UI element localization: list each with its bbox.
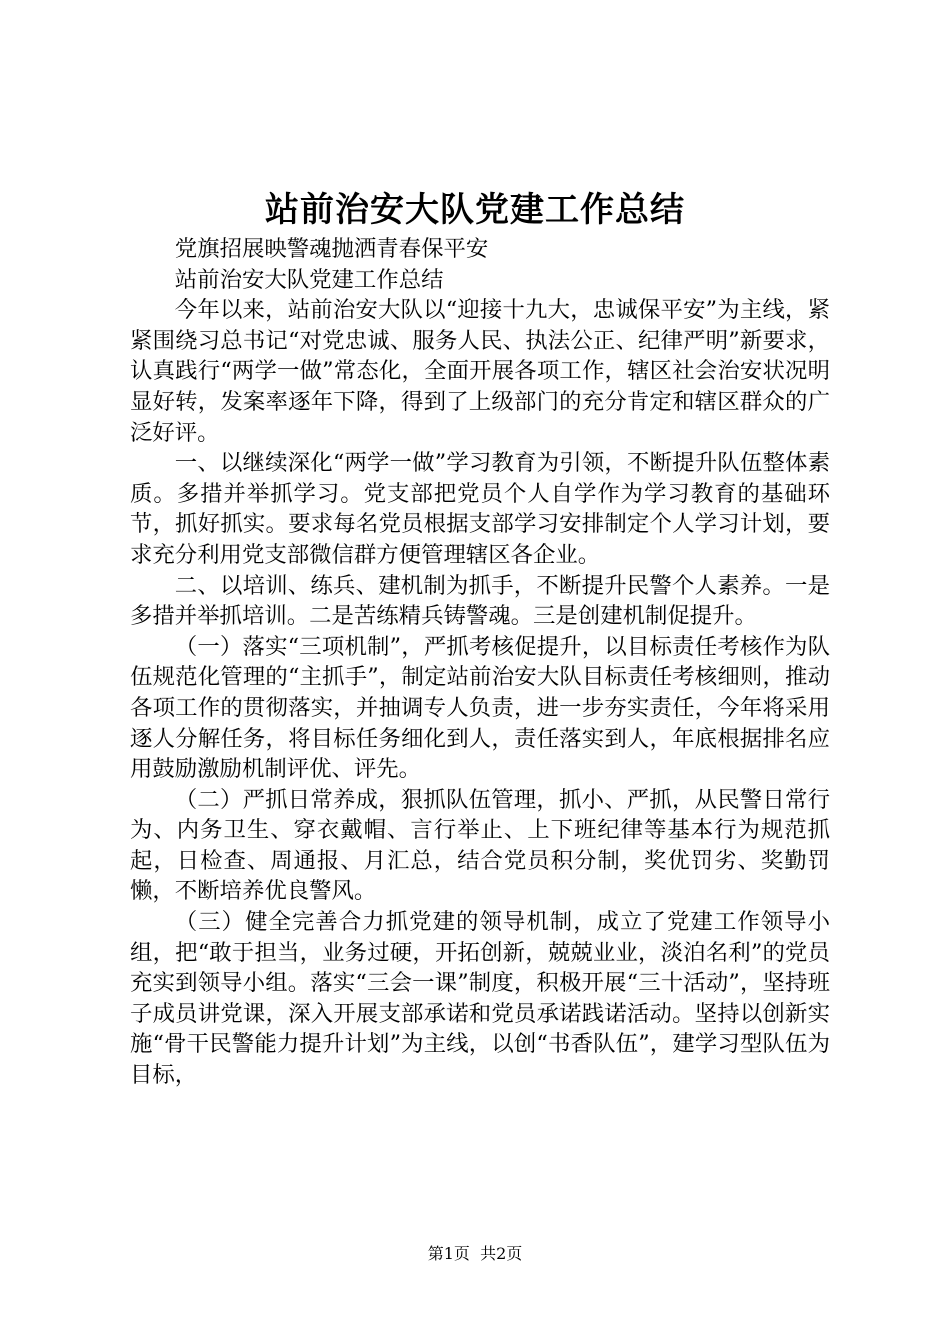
body-paragraph: （三）健全完善合力抓党建的领导机制，成立了党建工作领导小组，把“敢于担当，业务过硬，开拓创新，兢兢业业，淡泊名利”的党员充实到领导小组。落实“三会一课”制度，积极开展“三十活动”，坚持班子成员讲党课，深入开展支部承诺和党员承诺践诺活动。坚持以创新实施“骨干民警能力提升计划”为主线，以创“书香队伍”，建学习型队伍为目标， — [130, 909, 830, 1089]
body-paragraph: 二、以培训、练兵、建机制为抓手，不断提升民警个人素养。一是多措并举抓培训。二是苦练精兵铸警魂。三是创建机制促提升。 — [130, 572, 830, 630]
body-paragraph: 今年以来，站前治安大队以“迎接十九大，忠诚保平安”为主线，紧紧围绕习总书记“对党忠诚、服务人民、执法公正、纪律严明”新要求，认真践行“两学一做”常态化，全面开展各项工作，辖区社会治安状况明显好转，发案率逐年下降，得到了上级部门的充分肯定和辖区群众的广泛好评。 — [130, 297, 830, 446]
subtitle-paragraph: 站前治安大队党建工作总结 — [174, 266, 444, 293]
body-paragraph: （一）落实“三项机制”，严抓考核促提升，以目标责任考核作为队伍规范化管理的“主抓手”，制定站前治安大队目标责任考核细则，推动各项工作的贯彻落实，并抽调专人负责，进一步夯实责任，今年将采用逐人分解任务，将目标任务细化到人，责任落实到人，年底根据排名应用鼓励激励机制评优、评先。 — [130, 633, 830, 783]
body-paragraph: 一、以继续深化“两学一做”学习教育为引领，不断提升队伍整体素质。多措并举抓学习。党支部把党员个人自学作为学习教育的基础环节，抓好抓实。要求每名党员根据支部学习安排制定个人学习计划，要求充分利用党支部微信群方便管理辖区各企业。 — [130, 450, 830, 568]
subtitle-paragraph: 党旗招展映警魂抛洒青春保平安 — [174, 236, 489, 262]
document-title: 站前治安大队党建工作总结 — [265, 190, 685, 230]
document-body — [130, 234, 830, 1091]
page-indicator: 第1页 共2页 — [427, 1244, 523, 1263]
page-footer — [0, 1242, 950, 1266]
body-paragraph: （二）严抓日常养成，狠抓队伍管理，抓小、严抓，从民警日常行为、内务卫生、穿衣戴帽、言行举止、上下班纪律等基本行为规范抓起，日检查、周通报、月汇总，结合党员积分制，奖优罚劣、奖勤罚懒，不断培养优良警风。 — [130, 786, 830, 905]
